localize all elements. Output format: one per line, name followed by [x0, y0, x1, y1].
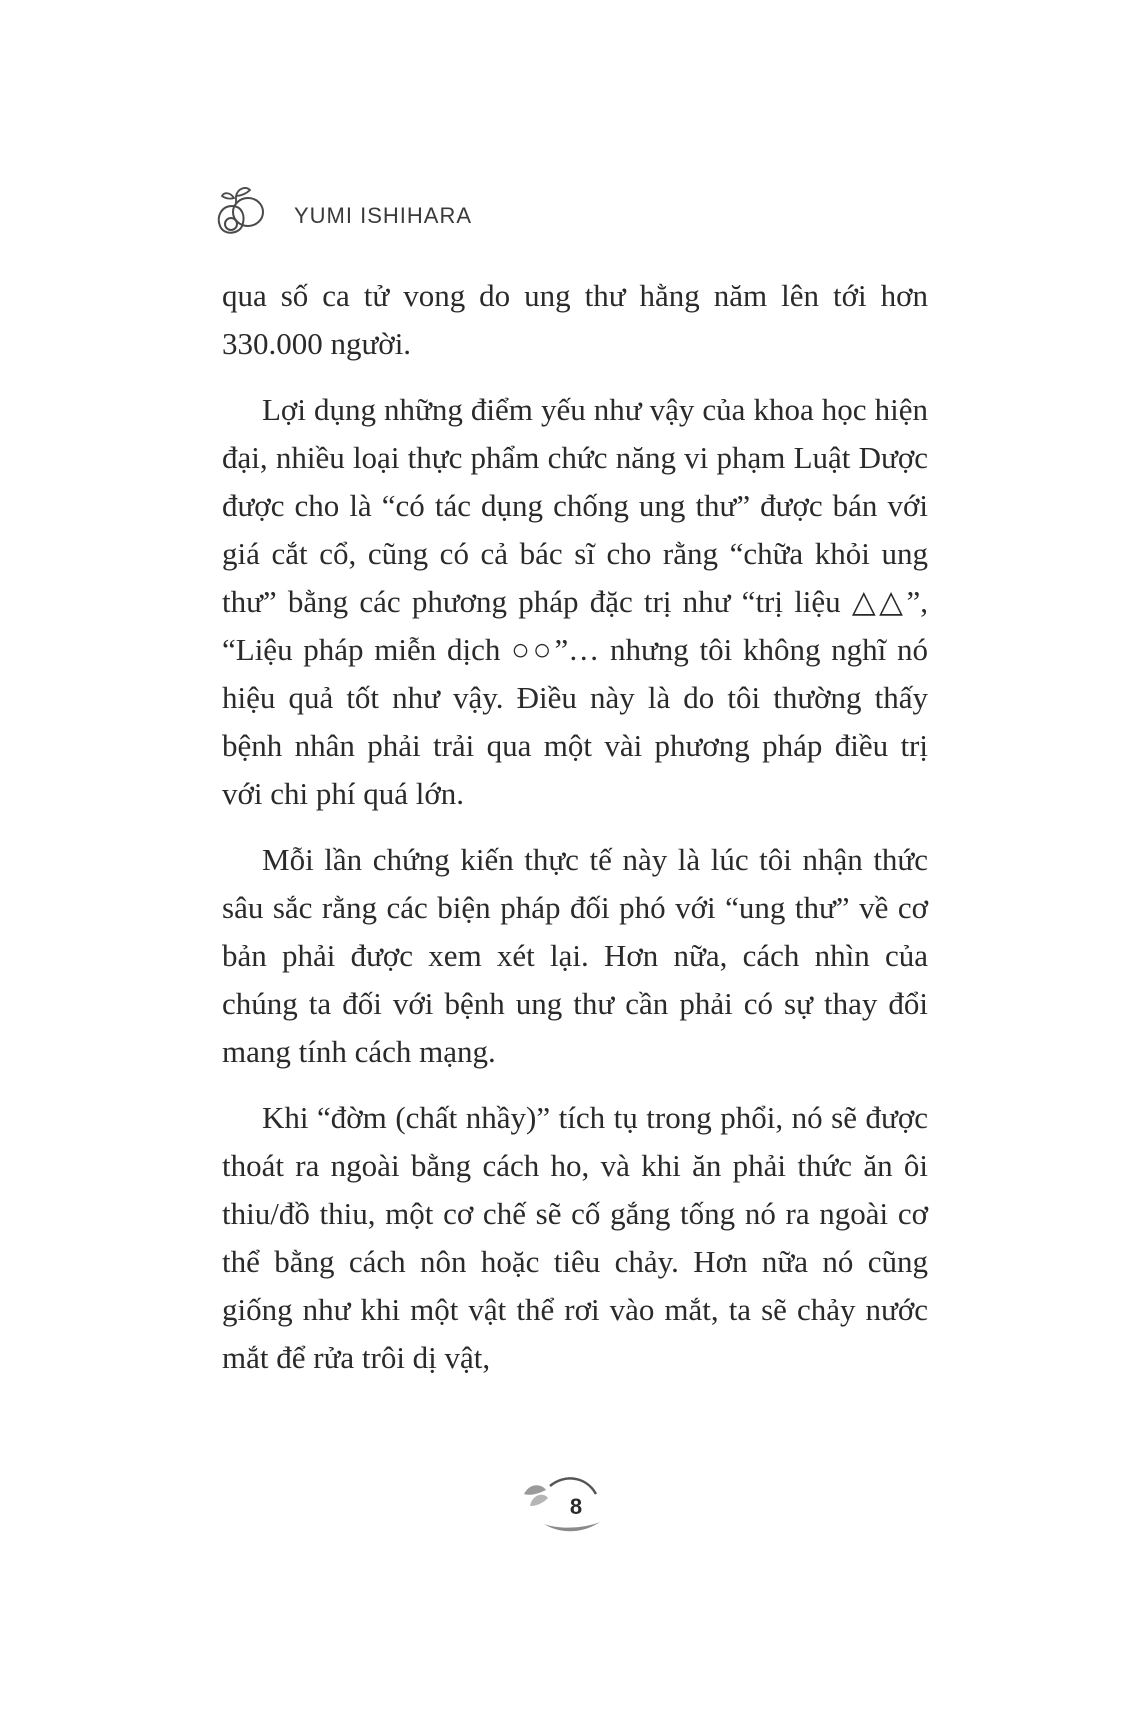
leaf-icon	[520, 1472, 610, 1542]
page-footer	[520, 1472, 610, 1542]
paragraph: Khi “đờm (chất nhầy)” tích tụ trong phổi, nó sẽ được thoát ra ngoài bằng cách ho, và khi ăn phải thức ăn ôi thiu/đồ thiu, một cơ chế sẽ cố gắng tống nó ra ngoài cơ thể bằng cách nôn hoặc tiêu chảy. Hơn nữa nó cũng giống như khi một vật thể rơi vào mắt, ta sẽ chảy nước mắt để rửa trôi dị vật,	[222, 1100, 928, 1375]
avocado-icon	[210, 182, 272, 244]
author-name: YUMI ISHIHARA	[294, 203, 473, 228]
page-number: 8	[569, 1494, 583, 1519]
paragraph: Mỗi lần chứng kiến thực tế này là lúc tôi nhận thức sâu sắc rằng các biện pháp đối phó với “ung thư” về cơ bản phải được xem xét lại. Hơn nữa, cách nhìn của chúng ta đối với bệnh ung thư cần phải có sự thay đổi mang tính cách mạng.	[222, 842, 928, 1069]
body-text	[222, 272, 928, 1400]
paragraph: qua số ca tử vong do ung thư hằng năm lên tới hơn 330.000 người.	[222, 278, 928, 361]
running-header	[210, 178, 472, 248]
paragraph: Lợi dụng những điểm yếu như vậy của khoa học hiện đại, nhiều loại thực phẩm chức năng vi phạm Luật Dược được cho là “có tác dụng chống ung thư” được bán với giá cắt cổ, cũng có cả bác sĩ cho rằng “chữa khỏi ung thư” bằng các phương pháp đặc trị như “trị liệu △△”, “Liệu pháp miễn dịch ○○”… nhưng tôi không nghĩ nó hiệu quả tốt như vậy. Điều này là do tôi thường thấy bệnh nhân phải trải qua một vài phương pháp điều trị với chi phí quá lớn.	[222, 392, 928, 811]
